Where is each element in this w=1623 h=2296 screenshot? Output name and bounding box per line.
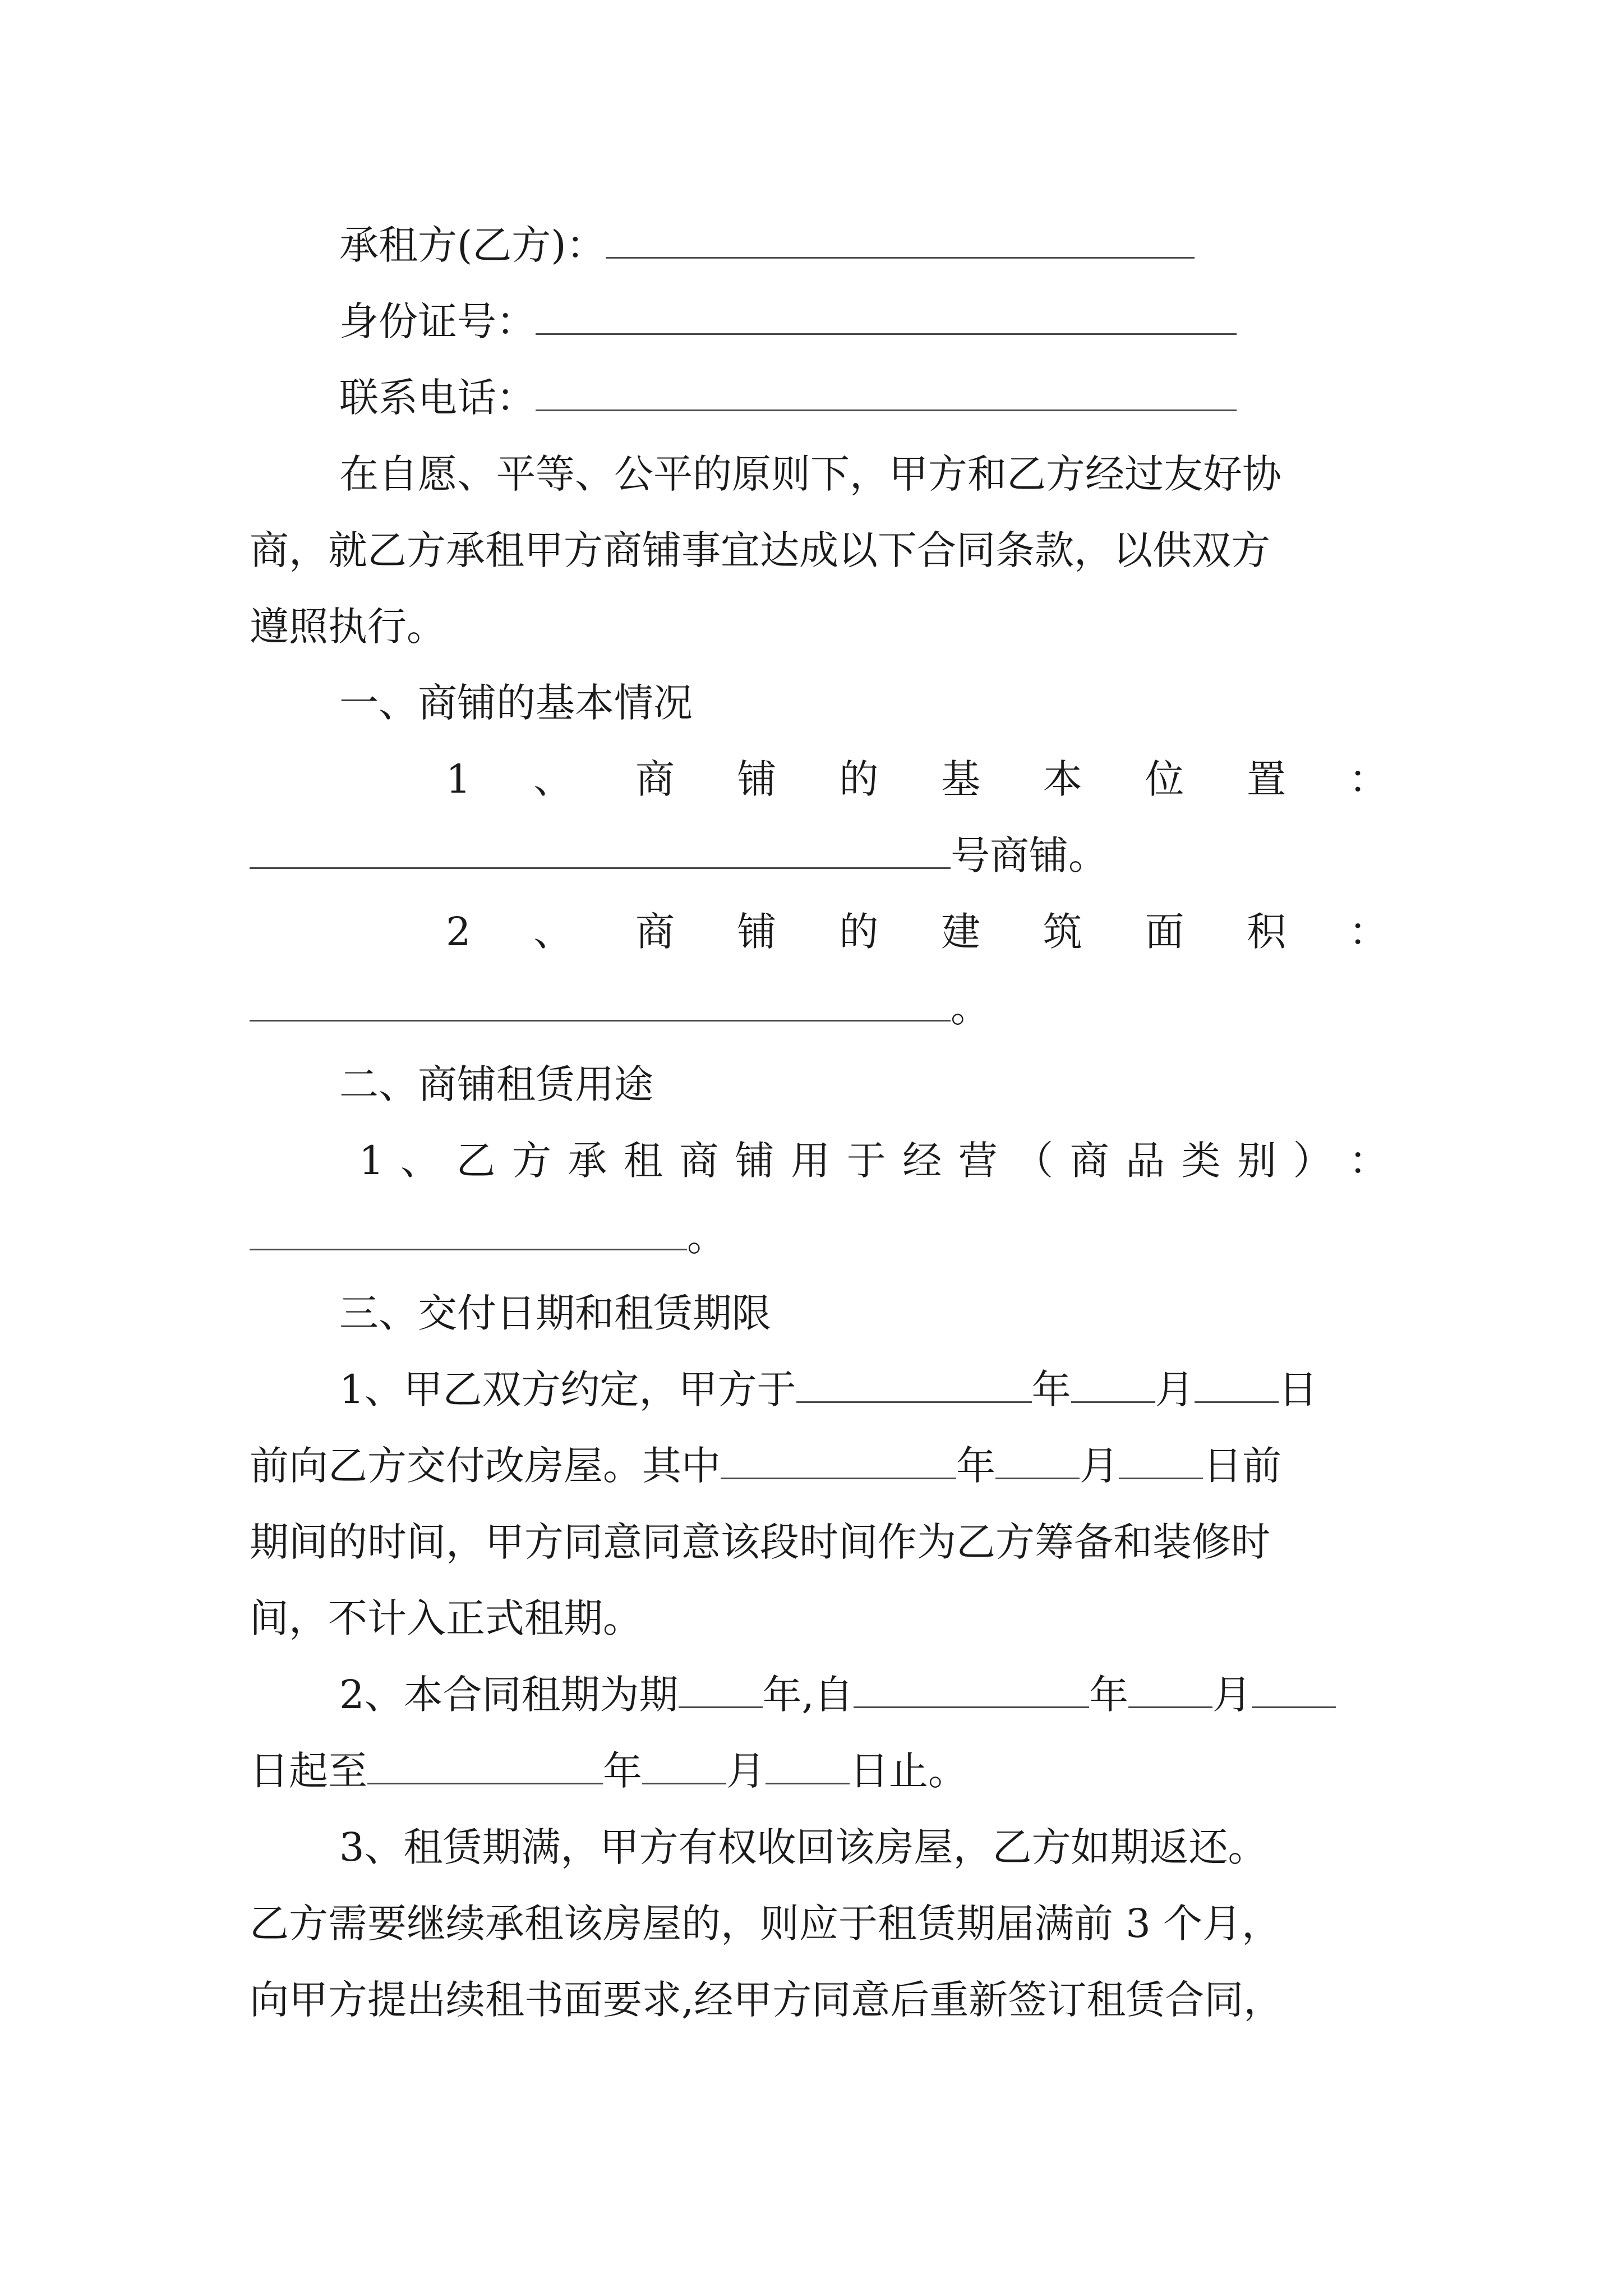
s2i1-c10: 经 — [902, 1138, 942, 1184]
delivery-day-blank[interactable] — [1195, 1362, 1279, 1403]
section2-title: 二、商铺租赁用途 — [339, 1061, 653, 1107]
s2i1-c18: ： — [1348, 1138, 1388, 1184]
s2i1-c9: 于 — [846, 1138, 886, 1184]
s1i2-c1: 、 — [533, 909, 573, 955]
s3-item1-line2 — [250, 1435, 1388, 1497]
s3i2-month-2: 月 — [726, 1748, 766, 1794]
s3-item1-line1 — [250, 1359, 1478, 1420]
s3i2-month: 月 — [1212, 1672, 1252, 1718]
lessee-blank[interactable] — [606, 218, 1195, 259]
s3-item3-line1: 3、租赁期满，甲方有权收回该房屋，乙方如期返还。 — [339, 1824, 1267, 1870]
s3i2-text-a: 2、本合同租期为期 — [339, 1672, 679, 1718]
s2i1-c1: 、 — [400, 1138, 440, 1184]
term-years-blank[interactable] — [679, 1667, 763, 1708]
s3-item1-line3: 期间的时间，甲方同意同意该段时间作为乙方筹备和装修时 — [250, 1519, 1270, 1565]
start-year-blank[interactable] — [854, 1667, 1089, 1708]
s2i1-c15: 类 — [1181, 1138, 1221, 1184]
s2i1-c3: 方 — [511, 1138, 551, 1184]
s1i2-c3: 铺 — [737, 909, 777, 955]
category-blank[interactable] — [250, 1209, 687, 1250]
s1i1-c8: 置 — [1247, 756, 1287, 802]
s2i1-c13: 商 — [1069, 1138, 1109, 1184]
s2i1-c5: 租 — [623, 1138, 663, 1184]
s2i1-c8: 用 — [791, 1138, 831, 1184]
s1i1-c1: 、 — [533, 756, 573, 802]
s1i2-c7: 面 — [1145, 909, 1184, 955]
phone-label: 联系电话： — [339, 375, 536, 421]
phone-blank[interactable] — [536, 370, 1237, 411]
s1i1-c6: 本 — [1043, 756, 1082, 802]
s1i1-c7: 位 — [1145, 756, 1184, 802]
s2i1-c12: （ — [1014, 1138, 1054, 1184]
s1i1-c3: 铺 — [737, 756, 777, 802]
s3i1-day-before: 日前 — [1203, 1443, 1281, 1489]
category-suffix: 。 — [687, 1214, 726, 1260]
end-year-blank[interactable] — [367, 1743, 603, 1784]
s3i1-month-2: 月 — [1080, 1443, 1119, 1489]
s2i1-c0: 1 — [359, 1138, 384, 1184]
delivery-year-blank[interactable] — [796, 1362, 1032, 1403]
s1i2-c6: 筑 — [1043, 909, 1082, 955]
s2i1-c2: 乙 — [456, 1138, 496, 1184]
s3i1-month: 月 — [1155, 1366, 1195, 1412]
section3-title: 三、交付日期和租赁期限 — [339, 1290, 771, 1336]
s3-item3-line3: 向甲方提出续租书面要求,经甲方同意后重新签订租赁合同， — [250, 1977, 1283, 2023]
phone-line — [250, 367, 1478, 429]
id-line — [250, 291, 1478, 352]
id-blank[interactable] — [536, 294, 1237, 335]
s3-item2-line1 — [250, 1664, 1478, 1726]
s3i1-year: 年 — [1031, 1366, 1071, 1412]
s1i2-c2: 商 — [635, 909, 675, 955]
section1-item2-cont — [250, 977, 1388, 1039]
start-month-blank[interactable] — [1128, 1667, 1212, 1708]
s1i1-c5: 基 — [941, 756, 981, 802]
s1i2-c8: 积 — [1247, 909, 1287, 955]
s3i1-day: 日 — [1278, 1366, 1318, 1412]
s3i2-year: 年 — [1089, 1672, 1128, 1718]
intro-line-3: 遵照执行。 — [250, 604, 446, 650]
s1i1-c9: ： — [1348, 756, 1388, 802]
section1-title: 一、商铺的基本情况 — [339, 680, 693, 726]
s3i1-year-2: 年 — [956, 1443, 995, 1489]
s3-item1-line4: 间，不计入正式租期。 — [250, 1595, 642, 1641]
s3i2-day-from: 日起至 — [250, 1748, 367, 1794]
lessee-label: 承租方(乙方)： — [339, 222, 606, 268]
s2i1-c14: 品 — [1126, 1138, 1165, 1184]
s3i1-text-a: 1、甲乙双方约定，甲方于 — [339, 1366, 796, 1412]
lessee-line — [250, 214, 1478, 276]
s2i1-c17: ） — [1293, 1138, 1332, 1184]
s2i1-c4: 承 — [568, 1138, 607, 1184]
intro-line-2: 商，就乙方承租甲方商铺事宜达成以下合同条款，以供双方 — [250, 527, 1270, 573]
s3i2-day-end: 日止。 — [850, 1748, 967, 1794]
location-blank[interactable] — [250, 828, 951, 869]
fitout-day-blank[interactable] — [1119, 1438, 1203, 1479]
s3i2-year-2: 年 — [603, 1748, 642, 1794]
s2i1-c11: 营 — [958, 1138, 998, 1184]
delivery-month-blank[interactable] — [1071, 1362, 1155, 1403]
start-day-blank[interactable] — [1252, 1667, 1336, 1708]
fitout-month-blank[interactable] — [995, 1438, 1080, 1479]
s3-item3-line2: 乙方需要继续承租该房屋的，则应于租赁期届满前 3 个月， — [250, 1901, 1281, 1947]
s1i2-c5: 建 — [941, 909, 981, 955]
section1-item1-cont — [250, 825, 1388, 886]
end-day-blank[interactable] — [766, 1743, 850, 1784]
s1i1-c0: 1 — [446, 756, 471, 802]
s2i1-c16: 别 — [1237, 1138, 1277, 1184]
s3i1-text-b: 前向乙方交付改房屋。其中 — [250, 1443, 721, 1489]
section2-item1-cont — [250, 1206, 1388, 1268]
s1i2-c9: ： — [1348, 909, 1388, 955]
area-blank[interactable] — [250, 981, 951, 1022]
s2i1-c7: 铺 — [735, 1138, 774, 1184]
section2-item1 — [359, 1130, 1388, 1191]
area-suffix: 。 — [951, 985, 990, 1031]
s1i1-c4: 的 — [839, 756, 879, 802]
s1i2-c4: 的 — [839, 909, 879, 955]
fitout-year-blank[interactable] — [721, 1438, 956, 1479]
s3-item2-line2 — [250, 1740, 1388, 1802]
section1-item2 — [446, 901, 1388, 963]
section1-item1 — [446, 748, 1388, 810]
end-month-blank[interactable] — [642, 1743, 726, 1784]
s1i1-c2: 商 — [635, 756, 675, 802]
intro-line-1: 在自愿、平等、公平的原则下，甲方和乙方经过友好协 — [339, 451, 1281, 497]
s3i2-year-from: 年,自 — [762, 1672, 854, 1718]
location-suffix: 号商铺。 — [951, 832, 1108, 878]
s2i1-c6: 商 — [679, 1138, 719, 1184]
id-label: 身份证号： — [339, 298, 536, 344]
s1i2-c0: 2 — [446, 909, 471, 955]
